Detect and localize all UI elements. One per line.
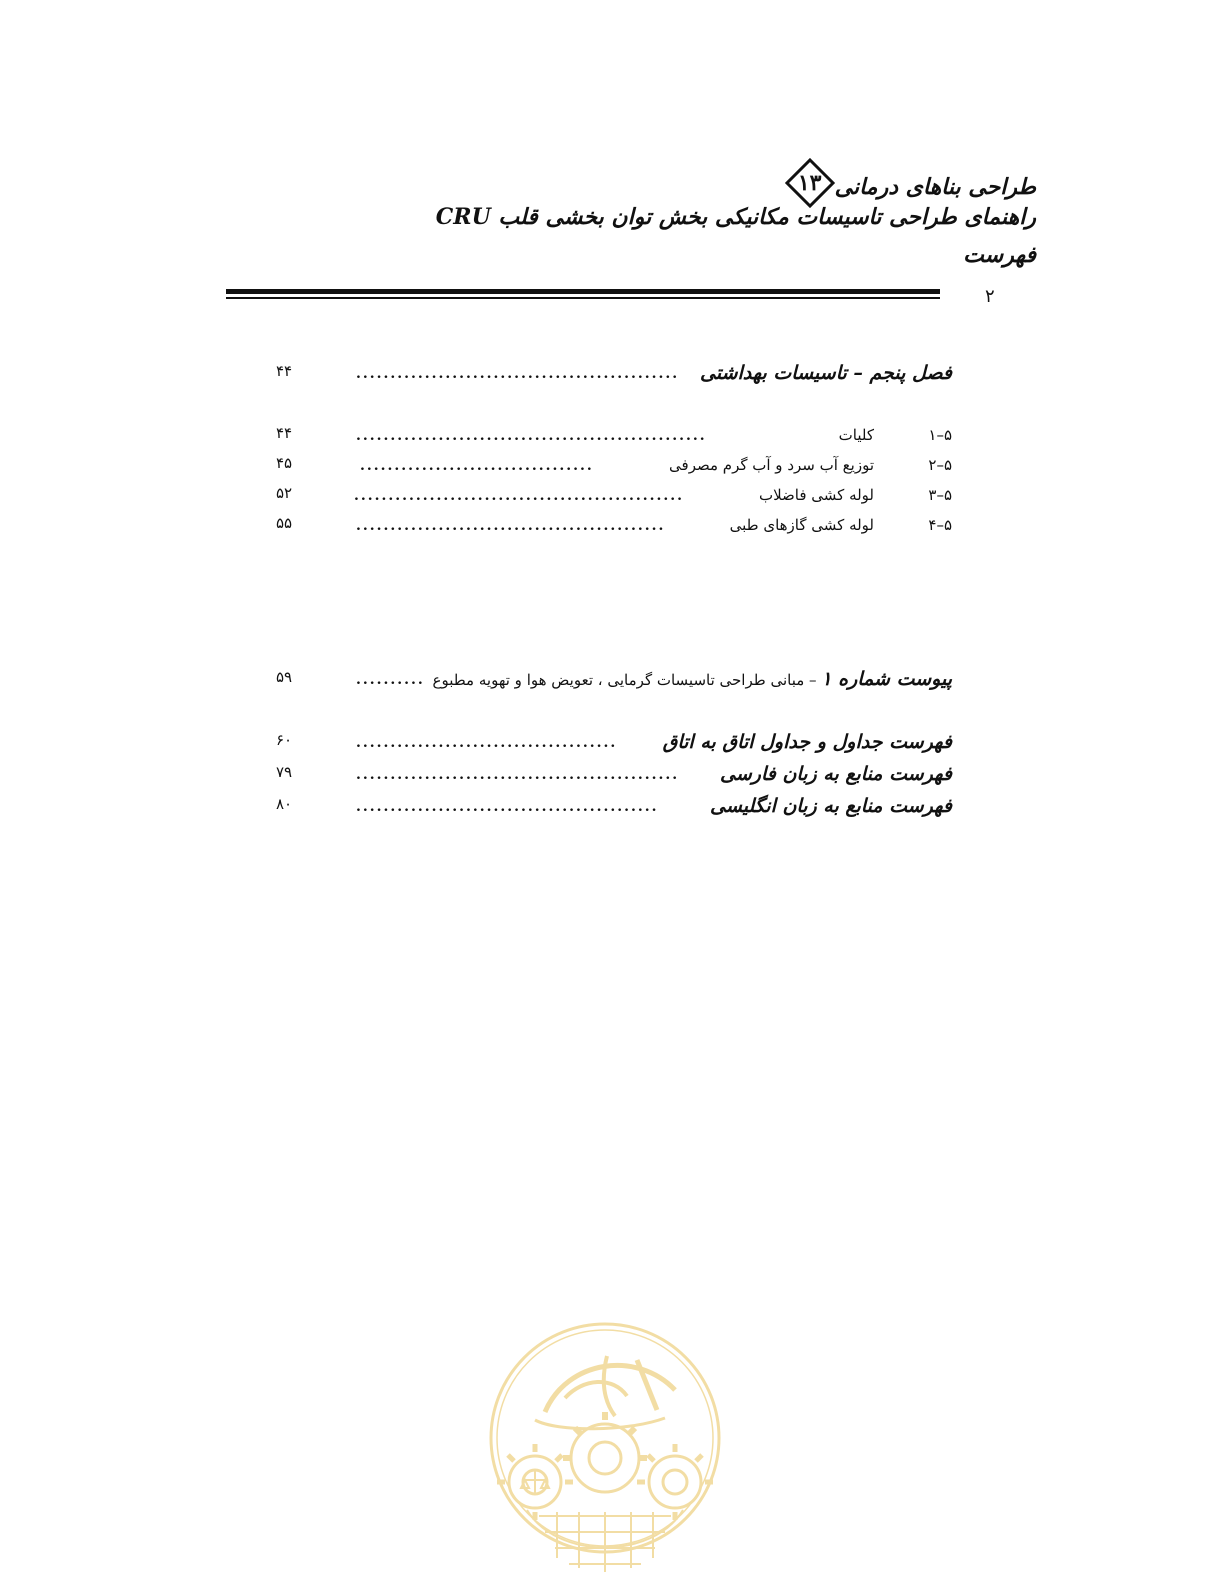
toc-list-title: فهرست منابع به زبان انگلیسی	[709, 795, 952, 817]
header-rule-thin	[226, 297, 940, 299]
toc-page-number: ۴۴	[275, 424, 293, 442]
emblem-icon	[487, 1320, 723, 1584]
series-title: طراحی بناهای درمانی	[834, 174, 1036, 200]
toc-section-title: لوله کشی گازهای طبی	[729, 516, 874, 534]
toc-section-number: ۵–۳	[928, 486, 952, 504]
toc-leader-dots: ..........	[356, 672, 425, 688]
toc-page-number: ۴۵	[275, 454, 293, 472]
toc-leader-dots: .............................................	[356, 518, 666, 534]
header-rule-thick	[226, 289, 940, 294]
appendix-label: پیوست شماره ۱	[821, 668, 952, 690]
toc-page-number: ۵۹	[275, 668, 293, 686]
appendix-subtitle: مبانی طراحی تاسیسات گرمایی ، تعویض هوا و تهویه مطبوع	[432, 671, 805, 689]
toc-list-title: فهرست جداول و جداول اتاق به اتاق	[662, 731, 952, 753]
toc-page-number: ۵۵	[275, 514, 293, 532]
toc-list-row	[268, 731, 952, 761]
series-number: ۱۳	[797, 170, 822, 196]
toc-page-number: ۵۲	[275, 484, 293, 502]
toc-section-row	[268, 454, 952, 484]
toc-leader-dots: ......................................	[356, 735, 618, 751]
toc-section-row	[268, 514, 952, 544]
toc-page-number: ۸۰	[275, 795, 293, 813]
document-subtitle: راهنمای طراحی تاسیسات مکانیکی بخش توان بخشی قلب CRU	[435, 204, 1036, 230]
toc-leader-dots: ...............................................	[356, 767, 680, 783]
toc-leader-dots: ...................................................	[356, 428, 707, 444]
toc-leader-dots: ................................................	[354, 488, 684, 504]
watermark-logo	[487, 1320, 723, 1584]
toc-leader-dots: ..................................	[360, 458, 594, 474]
toc-list-row	[268, 795, 952, 825]
toc-appendix-row	[268, 668, 952, 698]
series-title-line	[783, 166, 1036, 208]
toc-section-title: توزیع آب سرد و آب گرم مصرفی	[669, 456, 874, 474]
toc-section-row	[268, 424, 952, 454]
toc-leader-dots: ............................................	[356, 799, 659, 815]
toc-appendix-title	[433, 668, 952, 690]
toc-list-row	[268, 763, 952, 793]
toc-section-number: ۵–۱	[928, 426, 952, 444]
toc-section-title: لوله کشی فاضلاب	[758, 486, 874, 504]
toc-section-number: ۵–۴	[928, 516, 952, 534]
appendix-separator: –	[804, 671, 822, 689]
toc-chapter-row	[268, 362, 952, 392]
toc-page-number: ۶۰	[275, 731, 293, 749]
toc-page-number: ۷۹	[275, 763, 293, 781]
toc-section-number: ۵–۲	[928, 456, 952, 474]
toc-chapter-title: فصل پنجم – تاسیسات بهداشتی	[700, 362, 952, 384]
section-heading: فهرست	[963, 242, 1036, 268]
series-number-badge	[785, 158, 835, 208]
toc-leader-dots: ...............................................	[356, 366, 680, 382]
toc-section-row	[268, 484, 952, 514]
page-number: ۲	[985, 286, 995, 307]
toc-list-title: فهرست منابع به زبان فارسی	[720, 763, 952, 785]
toc-page-number: ۴۴	[275, 362, 293, 380]
toc-section-title: کلیات	[838, 426, 874, 444]
